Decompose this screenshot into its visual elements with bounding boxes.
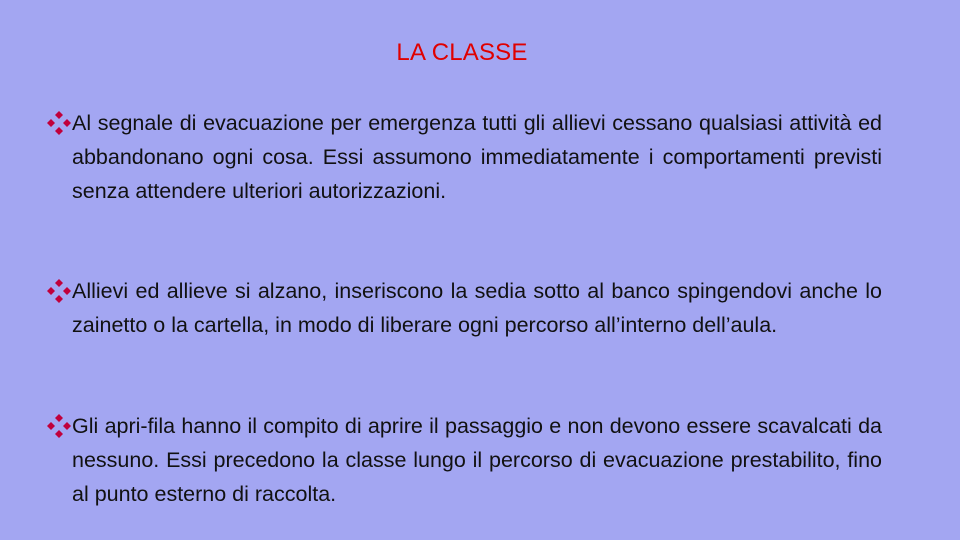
bullet-text: Al segnale di evacuazione per emergenza tutti gli allievi cessano qualsiasi attività ed abbandonano ogni cosa. Essi assumono immediatamente i comportamenti previsti senza attendere ulteriori autorizzazioni. <box>72 111 882 203</box>
diamond-quad-bullet-icon <box>46 110 72 136</box>
bullet-text: Gli apri-fila hanno il compito di aprire il passaggio e non devono essere scavalcati da nessuno. Essi precedono la classe lungo il percorso di evacuazione prestabilito, fino al punto esterno di raccolta. <box>72 414 882 506</box>
slide-title: LA CLASSE <box>396 39 528 66</box>
bullet-item <box>46 274 882 342</box>
bullet-item <box>46 106 882 208</box>
diamond-quad-bullet-icon <box>46 278 72 304</box>
diamond-quad-bullet-icon <box>46 413 72 439</box>
bullet-text: Allievi ed allieve si alzano, inseriscono la sedia sotto al banco spingendovi anche lo zainetto o la cartella, in modo di liberare ogni percorso all’interno dell’aula. <box>72 279 882 337</box>
bullet-item <box>46 409 882 511</box>
